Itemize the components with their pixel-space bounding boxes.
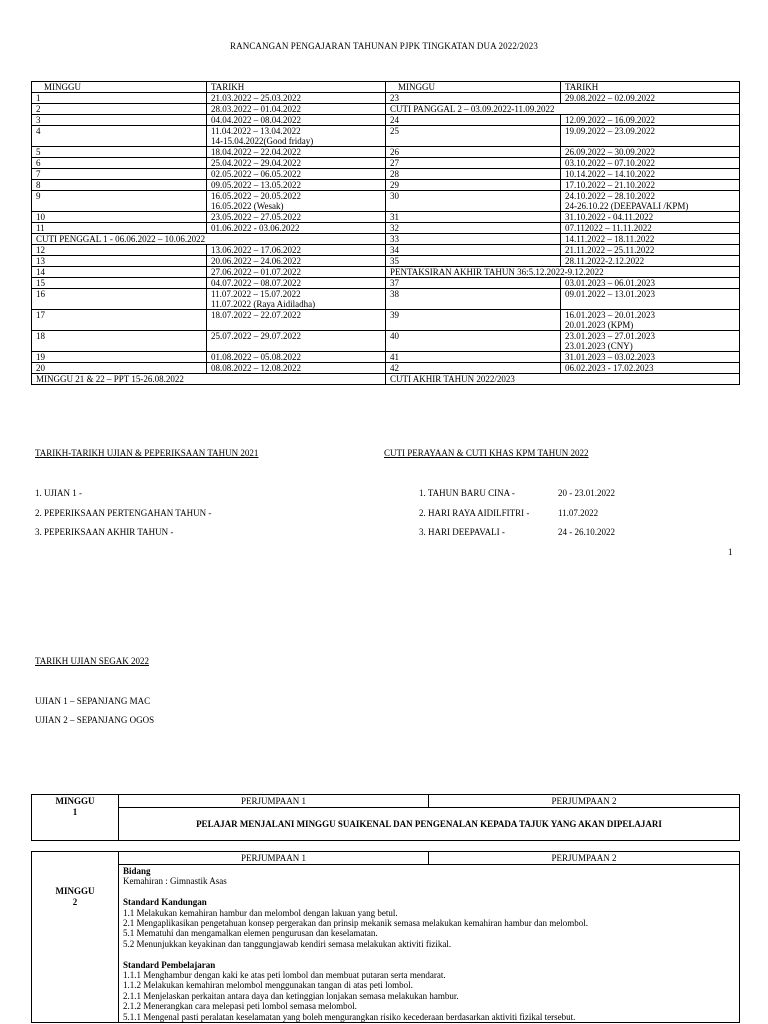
week-cell: 19 xyxy=(32,352,207,363)
week-cell: 40 xyxy=(386,331,561,352)
meeting-2-header: PERJUMPAAN 2 xyxy=(429,795,740,808)
week-cell: 33 xyxy=(386,234,561,245)
content-line: 2.1 Mengaplikasikan pengetahuan konsep pergerakan dan prinsip mekanik semasa melakukan kemahiran hambur dan melombol. xyxy=(123,918,588,929)
date-cell: 10.14.2022 – 14.10.2022 xyxy=(561,169,740,180)
table-row xyxy=(32,93,740,104)
table-row xyxy=(32,147,740,158)
week-cell: 5 xyxy=(32,147,207,158)
date-cell: 03.10.2022 – 07.10.2022 xyxy=(561,158,740,169)
date-cell: 20.06.2022 – 24.06.2022 xyxy=(207,256,386,267)
date-cell: 25.07.2022 – 29.07.2022 xyxy=(207,331,386,352)
table-row xyxy=(32,223,740,234)
week-1-table xyxy=(31,794,740,841)
date-cell: 25.04.2022 – 29.04.2022 xyxy=(207,158,386,169)
content-line: 1.1 Melakukan kemahiran hambur dan melombol dengan lakuan yang betul. xyxy=(123,907,398,918)
week-cell: 42 xyxy=(386,363,561,374)
date-cell: 08.08.2022 – 12.08.2022 xyxy=(207,363,386,374)
week-cell: 30 xyxy=(386,191,561,212)
date-cell: 24.10.2022 – 28.10.2022 24-26.10.22 (DEEPAVALI /KPM) xyxy=(561,191,740,212)
holiday-row-cell: CUTI AKHIR TAHUN 2022/2023 xyxy=(386,374,740,385)
holiday-name: 2. HARI RAYA AIDILFITRI - xyxy=(419,508,530,518)
table-row xyxy=(32,115,740,126)
content-line: Kemahiran : Gimnastik Asas xyxy=(123,876,227,887)
table-row xyxy=(32,212,740,223)
week-cell: 2 xyxy=(32,104,207,115)
date-cell: 12.09.2022 – 16.09.2022 xyxy=(561,115,740,126)
holiday-name: 3. HARI DEEPAVALI - xyxy=(419,527,505,537)
content-line: 1.1.2 Melakukan kemahiran melombol menggunakan tangan di atas peti lombol. xyxy=(123,980,413,991)
date-cell: 11.04.2022 – 13.04.2022 14-15.04.2022(Good friday) xyxy=(207,126,386,147)
table-row xyxy=(32,191,740,212)
date-cell: 29.08.2022 – 02.09.2022 xyxy=(561,93,740,104)
section-heading: Bidang xyxy=(123,866,151,876)
week-cell: 16 xyxy=(32,289,207,310)
date-cell: 09.05.2022 – 13.05.2022 xyxy=(207,180,386,191)
table-row xyxy=(32,374,740,385)
table-row xyxy=(32,352,740,363)
week-cell: 15 xyxy=(32,278,207,289)
minggu-header: MINGGU xyxy=(386,82,561,93)
date-cell: 28.03.2022 – 01.04.2022 xyxy=(207,104,386,115)
tarikh-header: TARIKH xyxy=(207,82,386,93)
week-cell: 11 xyxy=(32,223,207,234)
holiday-date: 24 - 26.10.2022 xyxy=(558,527,615,537)
date-cell: 31.01.2023 – 03.02.2023 xyxy=(561,352,740,363)
week-cell: 23 xyxy=(386,93,561,104)
date-cell: 13.06.2022 – 17.06.2022 xyxy=(207,245,386,256)
date-cell: 03.01.2023 – 06.01.2023 xyxy=(561,278,740,289)
week-1-content: PELAJAR MENJALANI MINGGU SUAIKENAL DAN PENGENALAN KEPADA TAJUK YANG AKAN DIPELAJARI xyxy=(119,808,740,841)
exam-item: 2. PEPERIKSAAN PERTENGAHAN TAHUN - xyxy=(35,508,212,518)
table-row xyxy=(32,158,740,169)
date-cell: 18.04.2022 – 22.04.2022 xyxy=(207,147,386,158)
week-label: MINGGU xyxy=(55,796,95,806)
week-cell: 41 xyxy=(386,352,561,363)
date-cell: 11.07.2022 – 15.07.2022 11.07.2022 (Raya Aidiladha) xyxy=(207,289,386,310)
week-cell: 38 xyxy=(386,289,561,310)
week-cell: 4 xyxy=(32,126,207,147)
content-line: 2.1.2 Menerangkan cara melepasi peti lombol semasa melombol. xyxy=(123,1001,357,1012)
date-cell: 23.01.2023 – 27.01.2023 23.01.2023 (CNY) xyxy=(561,331,740,352)
date-cell: 07.112022 – 11.11.2022 xyxy=(561,223,740,234)
segak-heading: TARIKH UJIAN SEGAK 2022 xyxy=(35,656,150,666)
date-cell: 14.11.2022 – 18.11.2022 xyxy=(561,234,740,245)
holiday-name: 1. TAHUN BARU CINA - xyxy=(419,488,515,498)
holiday-date: 11.07.2022 xyxy=(558,508,599,518)
date-cell: 21.03.2022 – 25.03.2022 xyxy=(207,93,386,104)
content-line: 2.1.1 Menjelaskan perkaitan antara daya dan ketinggian lonjakan semasa melakukan hambur. xyxy=(123,990,459,1001)
section-heading: Standard Kandungan xyxy=(123,897,207,908)
date-cell: 31.10.2022 - 04.11.2022 xyxy=(561,212,740,223)
table-row xyxy=(32,126,740,147)
meeting-1-header: PERJUMPAAN 1 xyxy=(119,795,429,808)
date-cell: 26.09.2022 – 30.09.2022 xyxy=(561,147,740,158)
page-number: 1 xyxy=(728,547,733,557)
date-cell: 06.02.2023 - 17.02.2023 xyxy=(561,363,740,374)
week-2-table xyxy=(31,851,740,1023)
week-cell: 29 xyxy=(386,180,561,191)
date-cell: 09.01.2022 – 13.01.2023 xyxy=(561,289,740,310)
exam-item: 3. PEPERIKSAAN AKHIR TAHUN - xyxy=(35,527,174,537)
week-cell: 27 xyxy=(386,158,561,169)
week-cell: 3 xyxy=(32,115,207,126)
week-cell: 35 xyxy=(386,256,561,267)
week-cell: 6 xyxy=(32,158,207,169)
section-heading: Standard Pembelajaran xyxy=(123,959,216,970)
week-cell: 18 xyxy=(32,331,207,352)
date-cell: 01.08.2022 – 05.08.2022 xyxy=(207,352,386,363)
week-calendar-table xyxy=(31,81,740,385)
date-cell: 01.06.2022 - 03.06.2022 xyxy=(207,223,386,234)
week-cell: 20 xyxy=(32,363,207,374)
week-cell: 7 xyxy=(32,169,207,180)
week-cell: 26 xyxy=(386,147,561,158)
table-row xyxy=(32,278,740,289)
table-row xyxy=(32,169,740,180)
week-cell: 34 xyxy=(386,245,561,256)
week-cell: 13 xyxy=(32,256,207,267)
week-cell: 32 xyxy=(386,223,561,234)
table-row xyxy=(32,180,740,191)
date-cell: 21.11.2022 – 25.11.2022 xyxy=(561,245,740,256)
week-label: MINGGU xyxy=(55,886,95,896)
week-cell: 24 xyxy=(386,115,561,126)
content-line: 5.1.1 Mengenal pasti peralatan keselamatan yang boleh mengurangkan risiko kecederaan berdasarkan aktiviti fizikal tersebut. xyxy=(123,1011,576,1022)
date-cell: 17.10.2022 – 21.10.2022 xyxy=(561,180,740,191)
segak-item: UJIAN 1 – SEPANJANG MAC xyxy=(35,696,151,706)
holiday-row-cell: CUTI PENGGAL 1 - 06.06.2022 – 10.06.2022 xyxy=(32,234,386,245)
exam-item: 1. UJIAN 1 - xyxy=(35,488,82,498)
week-cell: 10 xyxy=(32,212,207,223)
meeting-2-header: PERJUMPAAN 2 xyxy=(429,852,740,865)
content-line: 5.2 Menunjukkan keyakinan dan tanggungjawab kendiri semasa melakukan aktiviti fizikal. xyxy=(123,938,452,949)
table-row xyxy=(32,104,740,115)
content-line xyxy=(123,887,735,897)
week-cell: 25 xyxy=(386,126,561,147)
week-number: 1 xyxy=(72,807,78,817)
exam-dates-heading: TARIKH-TARIKH UJIAN & PEPERIKSAAN TAHUN 2021 xyxy=(35,448,259,458)
holiday-date: 20 - 23.01.2022 xyxy=(558,488,615,498)
date-cell: 16.01.2023 – 20.01.2023 20.01.2023 (KPM) xyxy=(561,310,740,331)
page-title: RANCANGAN PENGAJARAN TAHUNAN PJPK TINGKATAN DUA 2022/2023 xyxy=(230,41,538,51)
holiday-row-cell: CUTI PANGGAL 2 – 03.09.2022-11.09.2022 xyxy=(386,104,740,115)
date-cell: 16.05.2022 – 20.05.2022 16.05.2022 (Wesak) xyxy=(207,191,386,212)
table-row xyxy=(32,310,740,331)
week-cell: 17 xyxy=(32,310,207,331)
content-line xyxy=(123,949,735,959)
table-row xyxy=(32,363,740,374)
week-2-content xyxy=(119,865,740,1023)
table-row xyxy=(32,267,740,278)
tarikh-header: TARIKH xyxy=(561,82,740,93)
table-row xyxy=(32,256,740,267)
week-number: 2 xyxy=(72,897,78,907)
segak-item: UJIAN 2 – SEPANJANG OGOS xyxy=(35,715,155,725)
week-cell: 39 xyxy=(386,310,561,331)
week-cell: 8 xyxy=(32,180,207,191)
week-label-cell xyxy=(32,795,119,841)
content-line: 1.1.1 Menghambur dengan kaki ke atas peti lombol dan membuat putaran serta mendarat. xyxy=(123,970,446,981)
date-cell: 04.07.2022 – 08.07.2022 xyxy=(207,278,386,289)
content-line: 5.1 Mematuhi dan mengamalkan elemen pengurusan dan keselamatan. xyxy=(123,928,378,939)
table-row xyxy=(32,234,740,245)
holiday-row-cell: MINGGU 21 & 22 – PPT 15-26.08.2022 xyxy=(32,374,386,385)
holiday-heading: CUTI PERAYAAN & CUTI KHAS KPM TAHUN 2022 xyxy=(384,448,589,458)
week-cell: 14 xyxy=(32,267,207,278)
date-cell: 19.09.2022 – 23.09.2022 xyxy=(561,126,740,147)
meeting-1-header: PERJUMPAAN 1 xyxy=(119,852,429,865)
week-cell: 1 xyxy=(32,93,207,104)
date-cell: 28.11.2022-2.12.2022 xyxy=(561,256,740,267)
week-cell: 31 xyxy=(386,212,561,223)
week-cell: 37 xyxy=(386,278,561,289)
date-cell: 23.05.2022 – 27.05.2022 xyxy=(207,212,386,223)
date-cell: 02.05.2022 – 06.05.2022 xyxy=(207,169,386,180)
week-cell: 12 xyxy=(32,245,207,256)
week-cell: 28 xyxy=(386,169,561,180)
minggu-header: MINGGU xyxy=(32,82,207,93)
week-label-cell xyxy=(32,852,119,1023)
date-cell: 27.06.2022 – 01.07.2022 xyxy=(207,267,386,278)
date-cell: 18.07.2022 – 22.07.2022 xyxy=(207,310,386,331)
table-row xyxy=(32,331,740,352)
week-cell: 9 xyxy=(32,191,207,212)
holiday-row-cell: PENTAKSIRAN AKHIR TAHUN 36:5.12.2022-9.12.2022 xyxy=(386,267,740,278)
table-row xyxy=(32,289,740,310)
table-row xyxy=(32,245,740,256)
date-cell: 04.04.2022 – 08.04.2022 xyxy=(207,115,386,126)
